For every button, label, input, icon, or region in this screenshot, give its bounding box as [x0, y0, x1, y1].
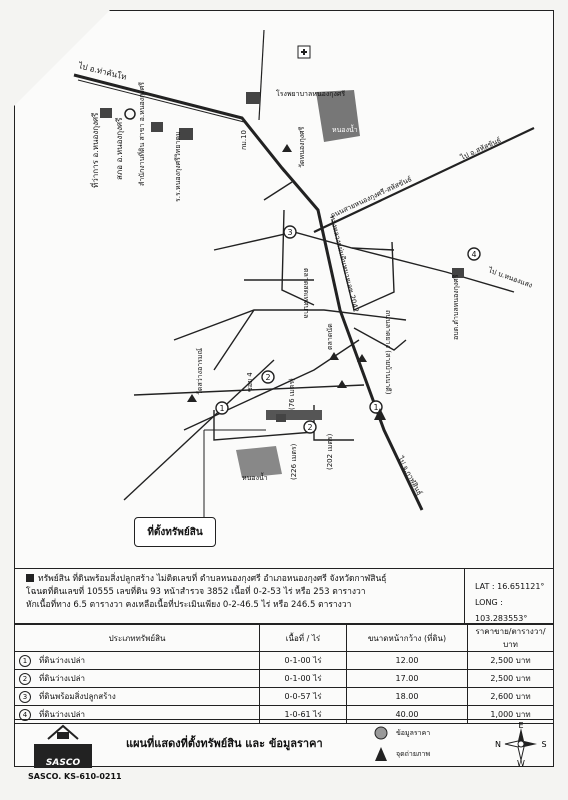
row-number: 3 [19, 691, 31, 703]
compass-icon [492, 722, 550, 766]
info-line-1: ทรัพย์สิน ที่ดินพร้อมสิ่งปลูกสร้าง ไม่ติดเลขที่ ตำบลหนองกุงศรี อำเภอหนองกุงศรี จังหวัดกาฬสินธุ์ [26, 573, 456, 586]
legend-price: ข้อมูลราคา [374, 726, 430, 740]
property-info [14, 568, 554, 624]
price-table [14, 624, 554, 724]
label-pond: หนองน้ำ [332, 126, 358, 134]
info-line-2: โฉนดที่ดินเลขที่ 10555 เลขที่ดิน 93 หน้าสำรวจ 3852 เนื้อที่ 0-2-53 ไร่ หรือ 253 ตารางวา [26, 587, 366, 597]
label-km10: กม.10 [240, 130, 248, 150]
table-row [15, 652, 554, 670]
price-marker-icon [374, 726, 388, 740]
building-icons [100, 92, 464, 422]
label-hospital: โรงพยาบาลหนองกุงศรี [276, 90, 346, 98]
row-number: 4 [19, 709, 31, 721]
wat-icons [187, 144, 367, 402]
row-width: 40.00 [347, 706, 468, 724]
row-price: 2,500 บาท [468, 652, 554, 670]
row-type: ที่ดินพร้อมสิ่งปลูกสร้าง [39, 692, 116, 701]
photo-marker-icon [374, 746, 388, 762]
label-to-sahatsakhan: ไป อ.สหัสขันธ์ [459, 136, 503, 162]
row-width: 17.00 [347, 670, 468, 688]
header-area: เนื้อที่ / ไร่ [260, 625, 347, 652]
row-area: 0-1-00 ไร่ [260, 652, 347, 670]
legend-photo: จุดถ่ายภาพ [374, 746, 430, 762]
label-tambon-office: อบต.ตำบลหนองกุงศรี [452, 274, 460, 340]
label-to-kamalasai: ไป จ.กาฬสินธุ์ [396, 455, 424, 497]
table-row [15, 688, 554, 706]
map-footer [14, 719, 554, 767]
header-type: ประเภททรัพย์สิน [15, 625, 260, 652]
compass-bottom: W [517, 759, 525, 766]
label-to-thakhanto: ไป อ.ท่าคันโท [77, 61, 128, 82]
label-hwy-2042: ทางหลวงแผ่นดินหมายเลข 2042 [328, 214, 360, 314]
header-price: ราคาขาย/ตารางวา/บาท [468, 625, 554, 652]
logo-text: SASCO [34, 744, 92, 768]
document-code: SASCO. KS-610-0211 [28, 772, 122, 781]
header-width: ขนาดหน้ากว้าง (ที่ดิน) [347, 625, 468, 652]
label-school: ร.ร.หนองกุงศรีวิทยาคม [174, 131, 182, 202]
row-number: 1 [19, 655, 31, 667]
label-hospital-health: สภอ อ.หนองกุงศรี [115, 117, 124, 180]
marker-4: 4 [471, 250, 477, 259]
label-wat-sawang: วัดสว่างอารมณ์ [196, 347, 204, 395]
label-soi4: ซอย 4 [246, 372, 254, 392]
row-price: 1,000 บาท [468, 706, 554, 724]
row-width: 18.00 [347, 688, 468, 706]
label-dist-202: (202 เมตร) [326, 433, 334, 470]
marker-3: 3 [287, 228, 293, 237]
label-dist-76: (76 เมตร) [288, 378, 296, 410]
info-line-3: หักเนื้อที่ทาง 6.5 ตารางวา คงเหลือเนื้อที่ประเมินเพียง 0-2-46.5 ไร่ หรือ 246.5 ตารางวา [26, 600, 352, 610]
folded-corner [14, 10, 110, 106]
coordinates-box [464, 569, 554, 623]
row-area: 1-0-61 ไร่ [260, 706, 347, 724]
marker-1: 1 [373, 403, 379, 412]
row-price: 2,500 บาท [468, 670, 554, 688]
label-village-road: ถนนลาดยาง (สายบ้านนาดี) [384, 310, 392, 395]
label-district-office: ที่ว่าการ อ.หนองกุงศรี [91, 112, 100, 188]
house-logo-icon [34, 724, 92, 740]
label-pond2: หนองน้ำ [242, 474, 268, 482]
property-square-icon [26, 574, 34, 582]
compass-top: E [518, 722, 524, 730]
compass-right: S [541, 740, 547, 749]
row-width: 12.00 [347, 652, 468, 670]
label-road-sahatsakhan: ถนนสายหนองกุงศรี-สหัสขันธ์ [329, 175, 414, 220]
property-callout: ที่ตั้งทรัพย์สิน [134, 517, 216, 547]
highway-road [74, 75, 422, 510]
sasco-logo [34, 724, 92, 768]
footer-title: แผนที่แสดงที่ตั้งทรัพย์สิน และ ข้อมูลราคา [126, 737, 323, 750]
label-wat: วัดหนองกุงศรี [298, 126, 306, 168]
marker-2b: 2 [307, 423, 313, 432]
table-row [15, 670, 554, 688]
label-market: ตลาดสดเทศบาล [302, 268, 310, 319]
label-market-plaza: ตลาดนัด [326, 323, 334, 350]
property-site [266, 410, 322, 420]
hospital-health-icon [125, 109, 135, 119]
row-type: ที่ดินว่างเปล่า [39, 710, 86, 719]
row-type: ที่ดินว่างเปล่า [39, 656, 86, 665]
marker-2: 2 [265, 373, 271, 382]
row-price: 2,600 บาท [468, 688, 554, 706]
row-area: 0-0-57 ไร่ [260, 688, 347, 706]
longitude: LONG : 103.283553° [475, 598, 528, 623]
row-number: 2 [19, 673, 31, 685]
marker-1b: 1 [219, 404, 225, 413]
row-area: 0-1-00 ไร่ [260, 670, 347, 688]
label-land-office: สำนักงานที่ดิน สาขา อ.หนองกุงศรี [138, 82, 146, 186]
compass-left: N [495, 740, 501, 749]
latitude: LAT : 16.651121° [475, 582, 545, 591]
label-to-nongsaeng: ไป บ.หนองแสง [487, 266, 534, 290]
row-type: ที่ดินว่างเปล่า [39, 674, 86, 683]
table-header-row [15, 625, 554, 652]
label-dist-226: (226 เมตร) [290, 443, 298, 480]
